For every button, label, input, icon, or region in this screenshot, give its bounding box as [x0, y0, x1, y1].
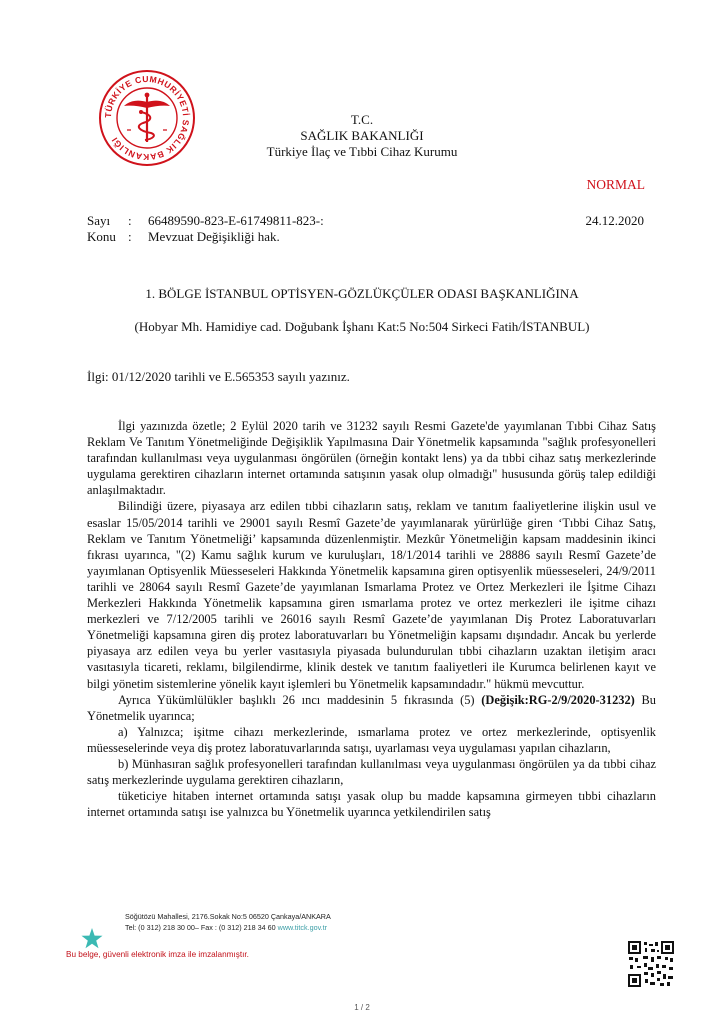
qr-code-icon [627, 940, 675, 988]
footer-website-link[interactable]: www.titck.gov.tr [277, 923, 328, 932]
paragraph-2: Bilindiği üzere, piyasaya arz edilen tıbbi cihazların satış, reklam ve tanıtım faaliyetlerine ilişkin usul ve esaslar 15/05/2014 tarihli ve 29001 sayılı Resmî Gazete’de yayımlanarak yürürlüğe giren ‘Tıbbi Cihaz Satış, Reklam ve Tanıtım Yönetmeliği’ kapsamında düzenlenmiştir. Mezkûr Yönetmeliğin kapsam maddesinin ikinci fıkrası uyarınca, "(2) Kamu sağlık kurum ve kuruluşları, 18/1/2014 tarihli ve 28886 sayılı Resmî Gazete’de yayımlanan Optisyenlik Müesseseleri Hakkında Yönetmelik kapsamına giren optisyenlik müesseseleri, 24/9/2011 tarihli ve 28064 sayılı Resmî Gazete’de yayımlanan Ismarlama Protez ve Ortez Merkezleri ile İşitme Cihazı Merkezleri Hakkında Yönetmelik kapsamına giren ısmarlama protez ve ortez merkezleri ile işitme cihazı merkezleri ve 7/12/2005 tarihli ve 26016 sayılı Resmî Gazete’de yayımlanan Diş Protez Laboratuvarları Yönetmeliği kapsamına giren diş protez laboratuvarları bu Yönetmeliğin kapsamı dışındadır. Ancak bu yerlerde piyasaya arz edilen veya bu yerler vasıtasıyla piyasada bulundurulan tıbbi cihazların uzaktan iletişim aracı vasıtasıyla ticareti, reklamı, bilgilendirme, klinik destek ve tanıtım faaliyetleri ile Kurumca belirlenen kayıt ve bilgi yönetim sistemlerine yönelik kayıt işlemleri bu Yönetmelik kapsamındadır." hükmü mevcuttur. [87, 499, 656, 691]
header-tc: T.C. [350, 112, 374, 127]
recipient-name: 1. BÖLGE İSTANBUL OPTİSYEN-GÖZLÜKÇÜLER ODASI BAŞKANLIĞINA [145, 286, 579, 301]
paragraph-5: b) Münhasıran sağlık profesyonelleri tarafından kullanılması veya uygulanması öngörülen ya da tıbbi cihaz satış merkezlerinde uygulama gerektiren cihazların, [87, 756, 656, 788]
footer-contact [125, 922, 327, 933]
page-number: 1 / 2 [354, 1003, 370, 1012]
footer-address: Söğütözü Mahallesi, 2176.Sokak No:5 06520 Çankaya/ANKARA [125, 912, 331, 921]
classification-label: NORMAL [586, 177, 645, 192]
reference-line: İlgi: 01/12/2020 tarihli ve E.565353 sayılı yazınız. [87, 369, 350, 384]
sayi-colon: : [128, 213, 132, 228]
konu-label: Konu [87, 229, 116, 244]
sayi-value: 66489590-823-E-61749811-823-: [148, 213, 324, 228]
konu-value: Mevzuat Değişikliği hak. [148, 229, 280, 244]
footer-phone: Tel: (0 312) 218 30 00– Fax : (0 312) 218 34 60 [125, 923, 276, 932]
paragraph-6: tüketiciye hitaben internet ortamında satışı yasak olup bu madde kapsamına girmeyen tıbbi cihazların internet ortamında satışı ise yalnızca bu Yönetmelik uyarınca yetkilendirilen satış [87, 789, 656, 820]
header-agency: Türkiye İlaç ve Tıbbi Cihaz Kurumu [266, 144, 458, 159]
amendment-ref: (Değişik:RG-2/9/2020-31232) [481, 692, 635, 707]
paragraph-3-pre: Ayrıca Yükümlülükler başlıklı 26 ıncı maddesinin 5 fıkrasında (5) [118, 692, 482, 707]
esignature-note: Bu belge, güvenli elektronik imza ile imzalanmıştır. [66, 950, 249, 959]
document-date: 24.12.2020 [585, 213, 644, 228]
star-logo-icon [80, 927, 104, 951]
sayi-label: Sayı [87, 213, 111, 228]
paragraph-4: a) Yalnızca; işitme cihazı merkezlerinde, ısmarlama protez ve ortez merkezlerinde, optisyenlik müesseselerinde veya diş protez laboratuvarlarında satışı, uyarlaması veya uygulaması yapılan cihazların, [87, 724, 656, 755]
recipient-address: (Hobyar Mh. Hamidiye cad. Doğubank İşhanı Kat:5 No:504 Sirkeci Fatih/İSTANBUL) [134, 319, 590, 334]
seal-text: TÜRKİYE CUMHURİYETİ SAĞLIK BAKANLIĞI [102, 73, 192, 163]
paragraph-3-post: Bu Yönetmelik uyarınca; [87, 692, 656, 723]
paragraph-3 [87, 692, 656, 724]
header-ministry: SAĞLIK BAKANLIĞI [300, 128, 424, 143]
letter-body [87, 418, 656, 900]
paragraph-1: İlgi yazınızda özetle; 2 Eylül 2020 tarih ve 31232 sayılı Resmi Gazete'de yayımlanan Tıbbi Cihaz Satış Reklam Ve Tanıtım Yönetmeliğinde Değişiklik Yapılmasına Dair Yönetmelik kapsamında "sağlık profesyonelleri tarafından kullanılması veya uygulanması öngörülen (örneğin kontakt lens) ya da tıbbi cihaz satış merkezlerinde uygulama gerektiren cihazların internet ortamında satışının yasak olup olmadığı" hususunda görüş talep edildiği anlaşılmaktadır. [87, 419, 656, 498]
konu-colon: : [128, 229, 132, 244]
